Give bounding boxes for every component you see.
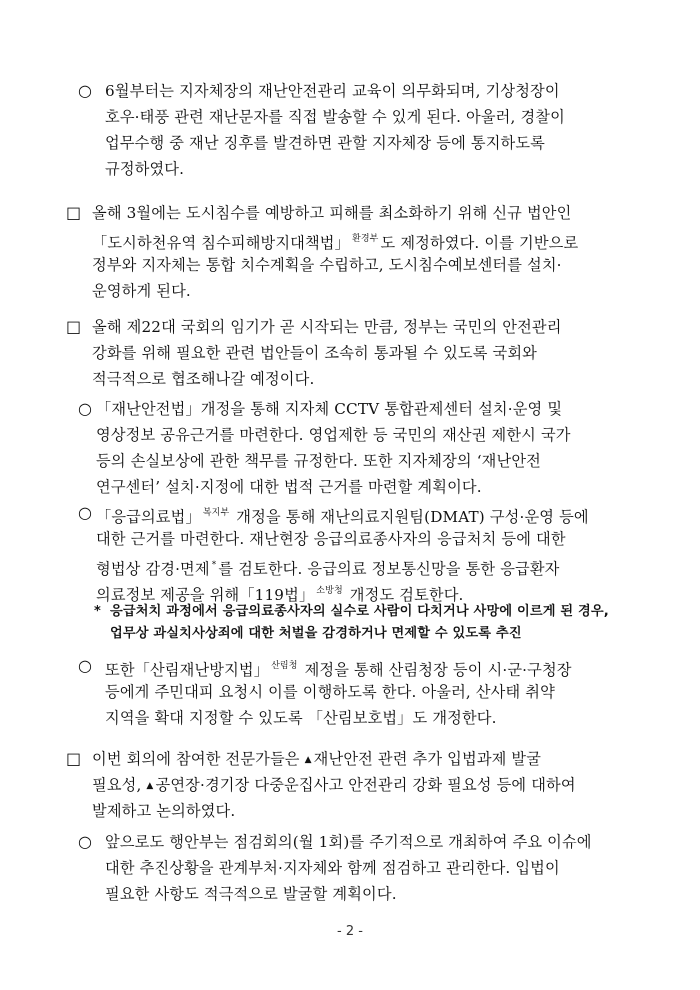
text-line: 앞으로도 행안부는 점검회의(월 1회)를 주기적으로 개최하여 주요 이슈에 — [105, 833, 592, 851]
text-line: 업무수행 중 재난 징후를 발견하면 관할 지자체장 등에 통지하도록 — [105, 134, 545, 152]
text-line — [92, 226, 578, 252]
text-line: 등의 손실보상에 관한 책무를 규정한다. 또한 지자체장의 ‘재난안전 — [96, 452, 541, 470]
text-line — [92, 772, 576, 798]
text-line: 연구센터’ 설치·지정에 대한 법적 근거를 마련할 계획이다. — [96, 478, 482, 496]
text-run: 공연장·경기장 다중운집사고 안전관리 강화 필요성 등에 대하여 — [155, 776, 576, 794]
text-run: 이번 회의에 참여한 전문가들은 — [92, 750, 305, 768]
text-line: 강화를 위해 필요한 관련 법안들이 조속히 통과될 수 있도록 국회와 — [92, 344, 537, 362]
square-bullet-icon: □ — [66, 317, 82, 336]
text-line: 필요한 사항도 적극적으로 발굴할 계획이다. — [105, 885, 397, 903]
circle-bullet-icon: ○ — [78, 81, 92, 100]
text-run: 형법상 감경·면제 — [96, 560, 210, 578]
text-run: 를 검토한다. 응급의료 정보통신망을 통한 응급환자 — [218, 560, 560, 578]
ministry-superscript: 복지부 — [202, 508, 230, 518]
text-line: 대한 근거를 마련한다. 재난현장 응급의료종사자의 응급처치 등에 대한 — [96, 530, 566, 548]
triangle-bullet-icon: ▲ — [146, 781, 154, 791]
text-line: 정부와 지자체는 통합 치수계획을 수립하고, 도시침수예보센터를 설치· — [92, 256, 562, 274]
text-line — [96, 500, 589, 526]
text-line — [92, 746, 541, 772]
text-line: 6월부터는 지자체장의 재난안전관리 교육이 의무화되며, 기상청장이 — [105, 82, 560, 100]
text-line: 운영하게 된다. — [92, 282, 191, 300]
text-run: 의료정보 제공을 위해「119법」 — [96, 586, 315, 604]
ministry-superscript: 환경부 — [351, 234, 379, 244]
footnote-line: 업무상 과실치사상죄에 대한 처벌을 감경하거나 면제할 수 있도록 추진 — [110, 626, 522, 641]
text-line — [105, 653, 572, 679]
footnote-line: 응급처치 과정에서 응급의료종사자의 실수로 사람이 다치거나 사망에 이르게 된 경우, — [110, 604, 609, 619]
text-line: 올해 제22대 국회의 임기가 곧 시작되는 만큼, 정부는 국민의 안전관리 — [92, 318, 562, 336]
square-bullet-icon: □ — [66, 749, 82, 768]
law-name: 「응급의료법」 — [96, 508, 201, 526]
text-run: 제정을 통해 산림청장 등이 시·군·구청장 — [299, 661, 572, 679]
law-name: 「도시하천유역 침수피해방지대책법」 — [92, 234, 350, 252]
text-run: 개정을 통해 재난의료지원팀(DMAT) 구성·운영 등에 — [231, 508, 589, 526]
text-line: 올해 3월에는 도시침수를 예방하고 피해를 최소화하기 위해 신규 법안인 — [92, 204, 572, 222]
text-line: 발제하고 논의하였다. — [92, 802, 236, 820]
text-line: 대한 추진상황을 관계부처·지자체와 함께 점검하고 관리한다. 입법이 — [105, 859, 560, 877]
text-run: 또한「산림재난방지법」 — [105, 661, 270, 679]
circle-bullet-icon: ○ — [78, 503, 92, 522]
circle-bullet-icon: ○ — [78, 399, 92, 418]
text-line: 지역을 확대 지정할 수 있도록 「산림보호법」도 개정한다. — [105, 709, 497, 727]
text-line: 적극적으로 협조해나갈 예정이다. — [92, 370, 315, 388]
text-line: 영상정보 공유근거를 마련한다. 영업제한 등 국민의 재산권 제한시 국가 — [96, 426, 571, 444]
text-line: 「재난안전법」개정을 통해 지자체 CCTV 통합관제센터 설치·운영 및 — [96, 400, 563, 418]
circle-bullet-icon: ○ — [78, 656, 92, 675]
page-number: - 2 - — [337, 924, 363, 939]
text-line: 등에게 주민대피 요청시 이를 이행하도록 한다. 아울러, 산사태 취약 — [105, 683, 555, 701]
text-run: 도 제정하였다. 이를 기반으로 — [380, 234, 579, 252]
ministry-superscript: 산림청 — [271, 661, 298, 671]
footnote-marker: * — [211, 560, 217, 570]
text-line: 규정하였다. — [105, 160, 185, 178]
text-line — [96, 552, 560, 578]
square-bullet-icon: □ — [66, 203, 82, 222]
text-run: 필요성, — [92, 776, 147, 794]
ministry-superscript: 소방청 — [316, 586, 343, 596]
circle-bullet-icon: ○ — [78, 832, 92, 851]
triangle-bullet-icon: ▲ — [304, 755, 312, 765]
footnote-asterisk: * — [94, 604, 101, 619]
text-run: 개정도 검토한다. — [344, 586, 464, 604]
text-line: 호우·태풍 관련 재난문자를 직접 발송할 수 있게 된다. 아울러, 경찰이 — [105, 108, 565, 126]
text-run: 재난안전 관련 추가 입법과제 발굴 — [313, 750, 542, 768]
